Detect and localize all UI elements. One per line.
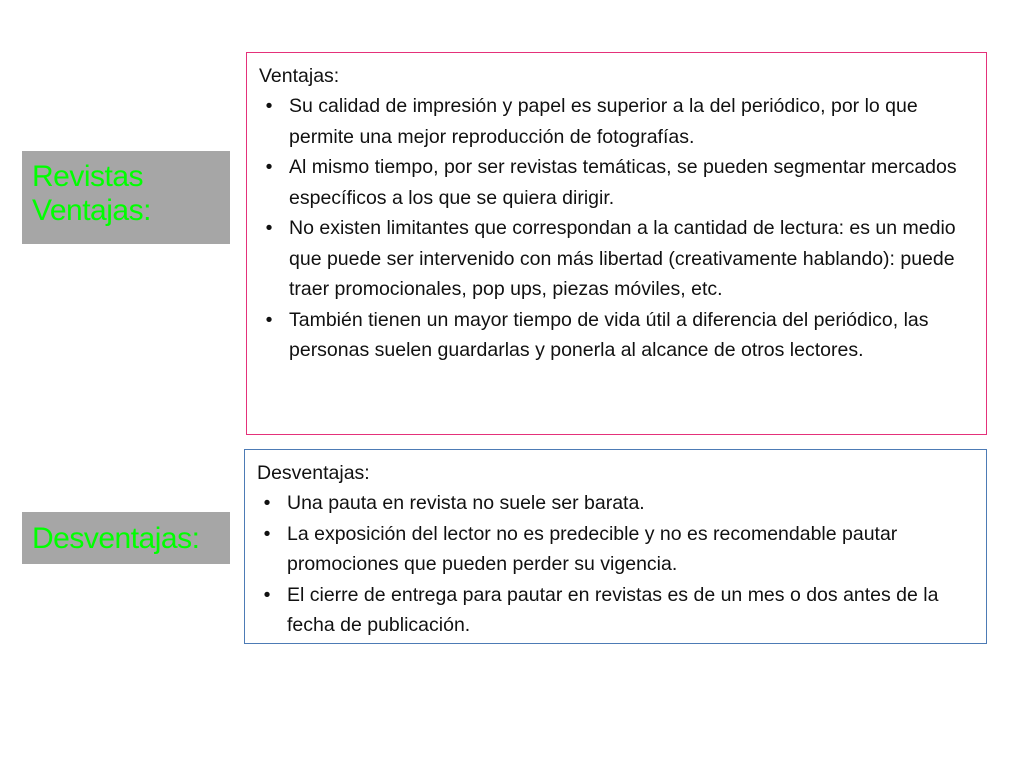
bullet-icon: • bbox=[265, 156, 273, 178]
list-item-text: No existen limitantes que correspondan a la cantidad de lectura: es un medio que puede ser intervenido con más libertad (creativamente hablando): puede traer promocionales, pop ups, piezas móviles, etc. bbox=[289, 217, 956, 300]
ventajas-title: Ventajas: bbox=[259, 65, 340, 87]
bullet-icon: • bbox=[263, 492, 271, 514]
list-item-text: También tienen un mayor tiempo de vida útil a diferencia del periódico, las personas suelen guardarlas y ponerla al alcance de otros lectores. bbox=[289, 308, 929, 361]
list-item-text: El cierre de entrega para pautar en revistas es de un mes o dos antes de la fecha de publicación. bbox=[287, 583, 939, 636]
ventajas-list bbox=[259, 91, 972, 366]
list-item bbox=[259, 213, 972, 305]
bullet-icon: • bbox=[263, 522, 271, 545]
list-item-text: Su calidad de impresión y papel es superior a la del periódico, por lo que permite una mejor reproducción de fotografías. bbox=[289, 95, 918, 148]
list-item-text: Al mismo tiempo, por ser revistas temáticas, se pueden segmentar mercados específicos a los que se quiera dirigir. bbox=[289, 156, 957, 209]
label-desventajas-text: Desventajas: bbox=[32, 522, 200, 555]
bullet-icon: • bbox=[265, 217, 273, 239]
label-revistas-ventajas bbox=[22, 151, 230, 244]
list-item bbox=[259, 91, 972, 152]
list-item bbox=[257, 580, 972, 641]
bullet-icon: • bbox=[265, 308, 273, 331]
list-item bbox=[259, 305, 972, 366]
label-revistas-text: Revistas bbox=[32, 160, 144, 193]
ventajas-box bbox=[246, 52, 987, 435]
desventajas-list bbox=[257, 488, 972, 641]
label-ventajas-text: Ventajas: bbox=[32, 194, 151, 227]
list-item-text: Una pauta en revista no suele ser barata. bbox=[287, 492, 645, 514]
desventajas-box bbox=[244, 449, 987, 644]
label-desventajas bbox=[22, 512, 230, 564]
desventajas-title: Desventajas: bbox=[257, 462, 370, 484]
list-item bbox=[257, 488, 972, 519]
list-item-text: La exposición del lector no es predecible y no es recomendable pautar promociones que pueden perder su vigencia. bbox=[287, 522, 898, 575]
bullet-icon: • bbox=[263, 583, 271, 606]
list-item bbox=[259, 152, 972, 213]
bullet-icon: • bbox=[265, 95, 273, 117]
list-item bbox=[257, 519, 972, 580]
